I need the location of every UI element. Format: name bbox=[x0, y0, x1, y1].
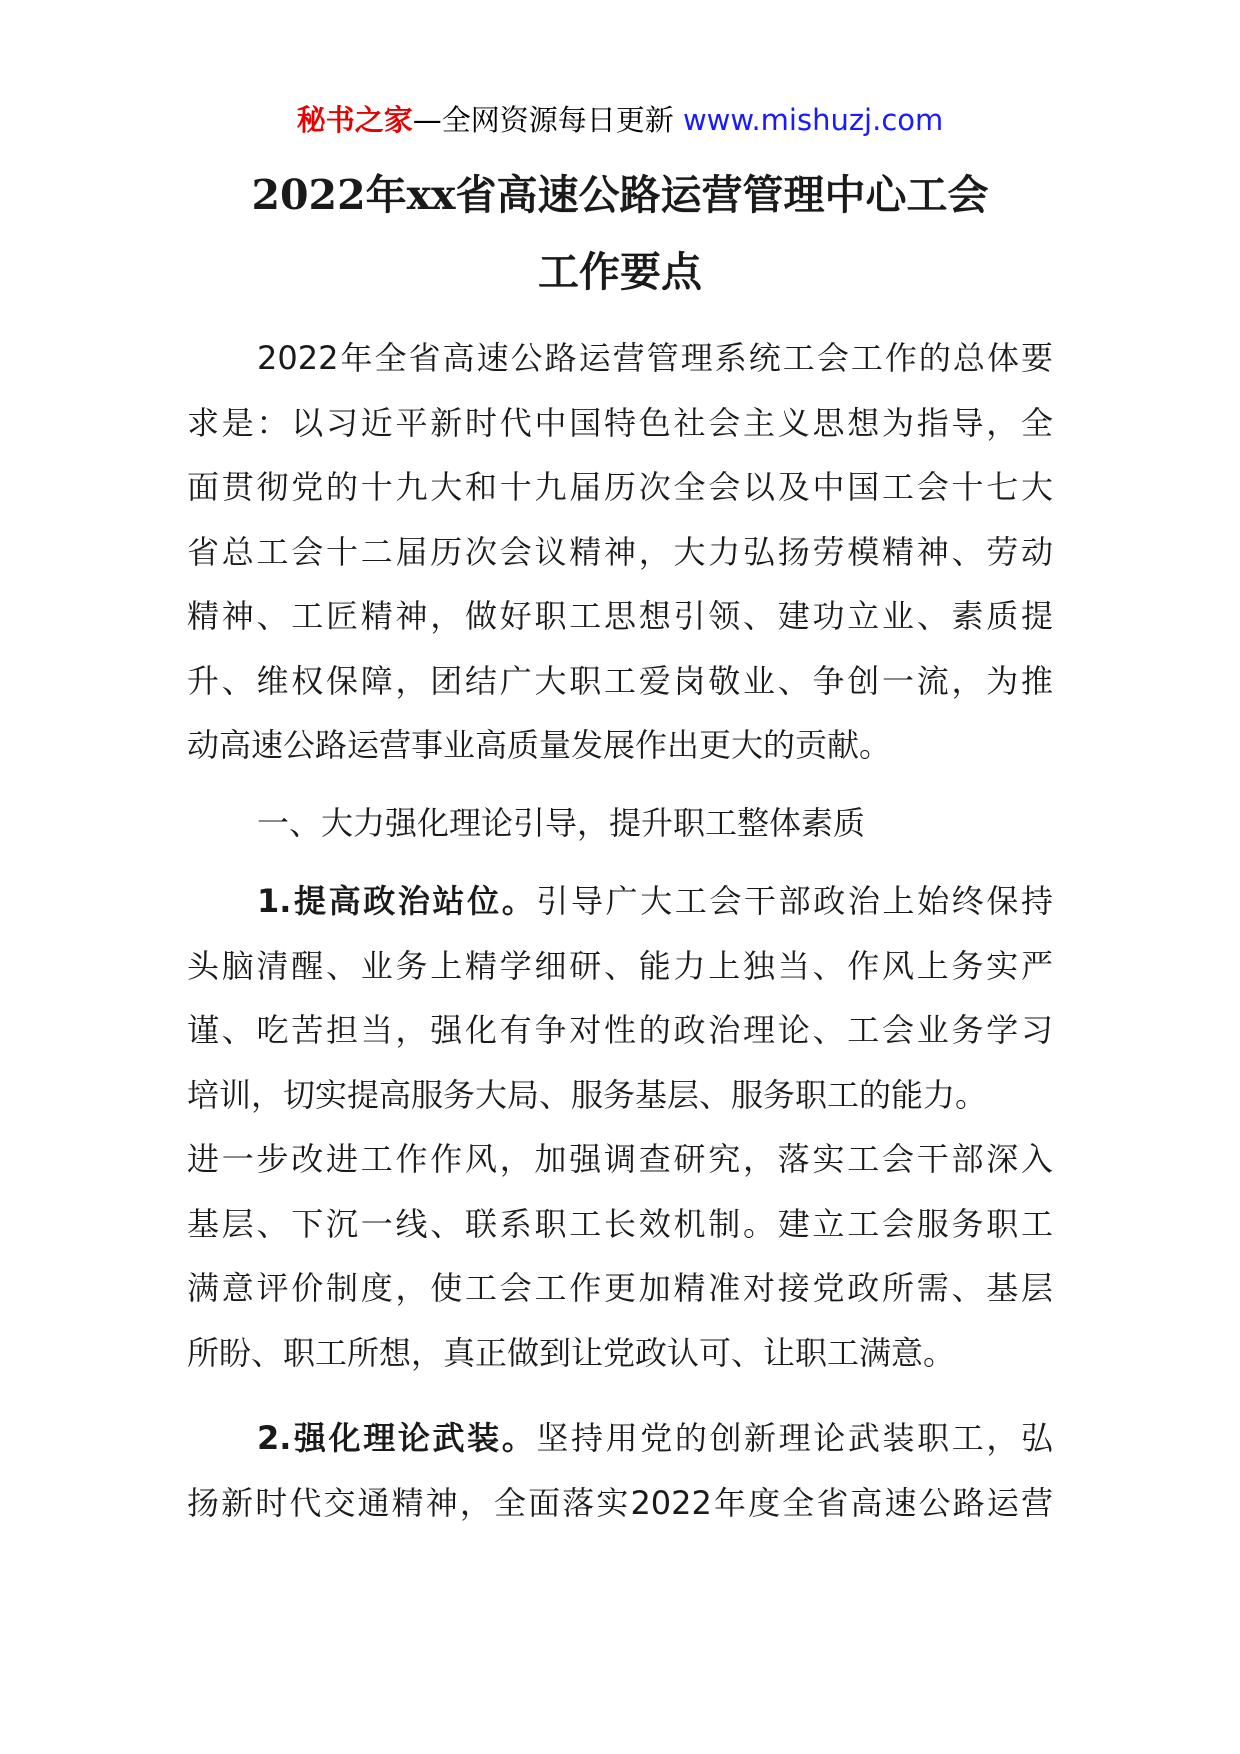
item-2-label: 2.强化理论武装。 bbox=[257, 1419, 537, 1457]
brand-name: 秘书之家 bbox=[296, 103, 413, 137]
paragraph-line: 升、维权保障，团结广大职工爱岗敬业、争创一流，为推 bbox=[187, 661, 1053, 700]
site-header bbox=[0, 100, 1240, 140]
item-1-label: 1.提高政治站位。 bbox=[257, 882, 537, 920]
paragraph-line: 2022年全省高速公路运营管理系统工会工作的总体要 bbox=[257, 339, 1053, 377]
document-title-line-2: 工作要点 bbox=[538, 248, 702, 296]
paragraph-line: 进一步改进工作作风，加强调查研究，落实工会干部深入 bbox=[187, 1140, 1053, 1178]
paragraph-line: 基层、下沉一线、联系职工长效机制。建立工会服务职工 bbox=[187, 1204, 1053, 1243]
item-2-first-line: 坚持用党的创新理论武装职工，弘 bbox=[536, 1419, 1053, 1457]
paragraph-line: 头脑清醒、业务上精学细研、能力上独当、作风上务实严 bbox=[187, 946, 1053, 985]
header-slogan: —全网资源每日更新 bbox=[412, 103, 674, 137]
paragraph-line: 扬新时代交通精神，全面落实2022年度全省高速公路运营 bbox=[187, 1483, 1053, 1522]
paragraph-line bbox=[187, 1406, 1053, 1471]
intro-paragraph bbox=[187, 326, 1053, 778]
paragraph-line: 满意评价制度，使工会工作更加精准对接党政所需、基层 bbox=[187, 1269, 1053, 1307]
document-title-line-1: 2022年xx省高速公路运营管理中心工会 bbox=[251, 171, 989, 219]
section-heading bbox=[187, 791, 1053, 856]
item-2-paragraph bbox=[187, 1406, 1053, 1535]
site-link[interactable]: www.mishuzj.com bbox=[682, 103, 944, 137]
item-1-first-line: 引导广大工会干部政治上始终保持 bbox=[536, 882, 1053, 920]
paragraph-line: 面贯彻党的十九大和十九届历次全会以及中国工会十七大 bbox=[187, 468, 1053, 506]
section-1-heading: 一、大力强化理论引导，提升职工整体素质 bbox=[257, 804, 866, 842]
paragraph-line: 培训，切实提高服务大局、服务基层、服务职工的能力。 bbox=[187, 1075, 988, 1114]
paragraph-line: 谨、吃苦担当，强化有争对性的政治理论、工会业务学习 bbox=[187, 1011, 1053, 1049]
paragraph-line bbox=[187, 869, 1053, 934]
paragraph-line: 动高速公路运营事业高质量发展作出更大的贡献。 bbox=[187, 726, 892, 764]
paragraph-line: 所盼、职工所想，真正做到让党政认可、让职工满意。 bbox=[187, 1333, 956, 1372]
paragraph-line: 求是：以习近平新时代中国特色社会主义思想为指导，全 bbox=[187, 403, 1053, 442]
paragraph-line: 省总工会十二届历次会议精神，大力弘扬劳模精神、劳动 bbox=[187, 532, 1053, 571]
paragraph-line: 精神、工匠精神，做好职工思想引领、建功立业、素质提 bbox=[187, 597, 1053, 635]
item-1-paragraph bbox=[187, 869, 1053, 1385]
